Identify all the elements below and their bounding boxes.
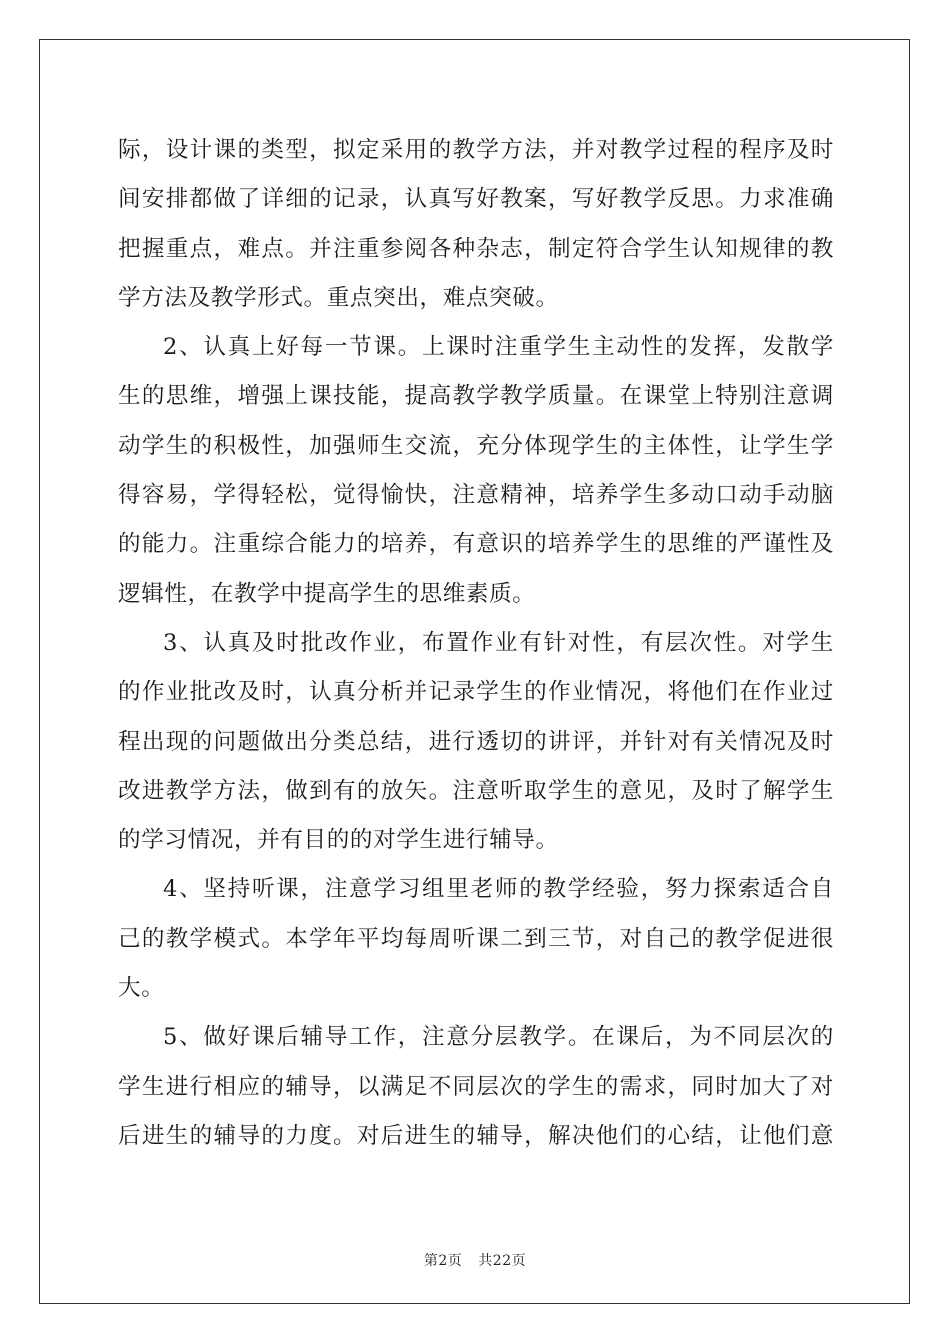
text-line: 5、做好课后辅导工作，注意分层教学。在课后，为不同层次的 xyxy=(163,1024,834,1051)
text-line: 后进生的辅导的力度。对后进生的辅导，解决他们的心结，让他们意 xyxy=(118,1122,834,1149)
text-line: 改进教学方法，做到有的放矢。注意听取学生的意见，及时了解学生 xyxy=(118,777,834,804)
text-line: 学生进行相应的辅导，以满足不同层次的学生的需求，同时加大了对 xyxy=(118,1073,834,1100)
text-line: 程出现的问题做出分类总结，进行透切的讲评，并针对有关情况及时 xyxy=(118,728,834,755)
text-line: 的作业批改及时，认真分析并记录学生的作业情况，将他们在作业过 xyxy=(118,679,834,706)
text-line: 4、坚持听课，注意学习组里老师的教学经验，努力探索适合自 xyxy=(163,876,834,903)
page-number: 第2页 xyxy=(423,1253,463,1269)
text-line: 大。 xyxy=(118,975,165,1002)
text-line: 间安排都做了详细的记录，认真写好教案，写好教学反思。力求准确 xyxy=(118,186,834,213)
text-line: 把握重点，难点。并注重参阅各种杂志，制定符合学生认知规律的教 xyxy=(118,235,834,262)
text-line: 得容易，学得轻松，觉得愉快，注意精神，培养学生多动口动手动脑 xyxy=(118,482,834,509)
text-line: 己的教学模式。本学年平均每周听课二到三节，对自己的教学促进很 xyxy=(118,925,834,952)
text-line: 生的思维，增强上课技能，提高教学教学质量。在课堂上特别注意调 xyxy=(118,383,834,410)
text-line: 的学习情况，并有目的的对学生进行辅导。 xyxy=(118,827,559,854)
text-line: 的能力。注重综合能力的培养，有意识的培养学生的思维的严谨性及 xyxy=(118,531,834,558)
text-line: 学方法及教学形式。重点突出，难点突破。 xyxy=(118,284,559,311)
text-line: 动学生的积极性，加强师生交流，充分体现学生的主体性，让学生学 xyxy=(118,432,834,459)
text-line: 际，设计课的类型，拟定采用的教学方法，并对教学过程的程序及时 xyxy=(118,137,834,163)
text-line: 逻辑性，在教学中提高学生的思维素质。 xyxy=(118,580,536,607)
text-line: 3、认真及时批改作业，布置作业有针对性，有层次性。对学生 xyxy=(163,629,834,656)
text-line: 2、认真上好每一节课。上课时注重学生主动性的发挥，发散学 xyxy=(163,334,834,361)
page-total: 共22页 xyxy=(478,1253,527,1269)
document-body xyxy=(118,126,834,1161)
page-footer xyxy=(0,1250,950,1270)
